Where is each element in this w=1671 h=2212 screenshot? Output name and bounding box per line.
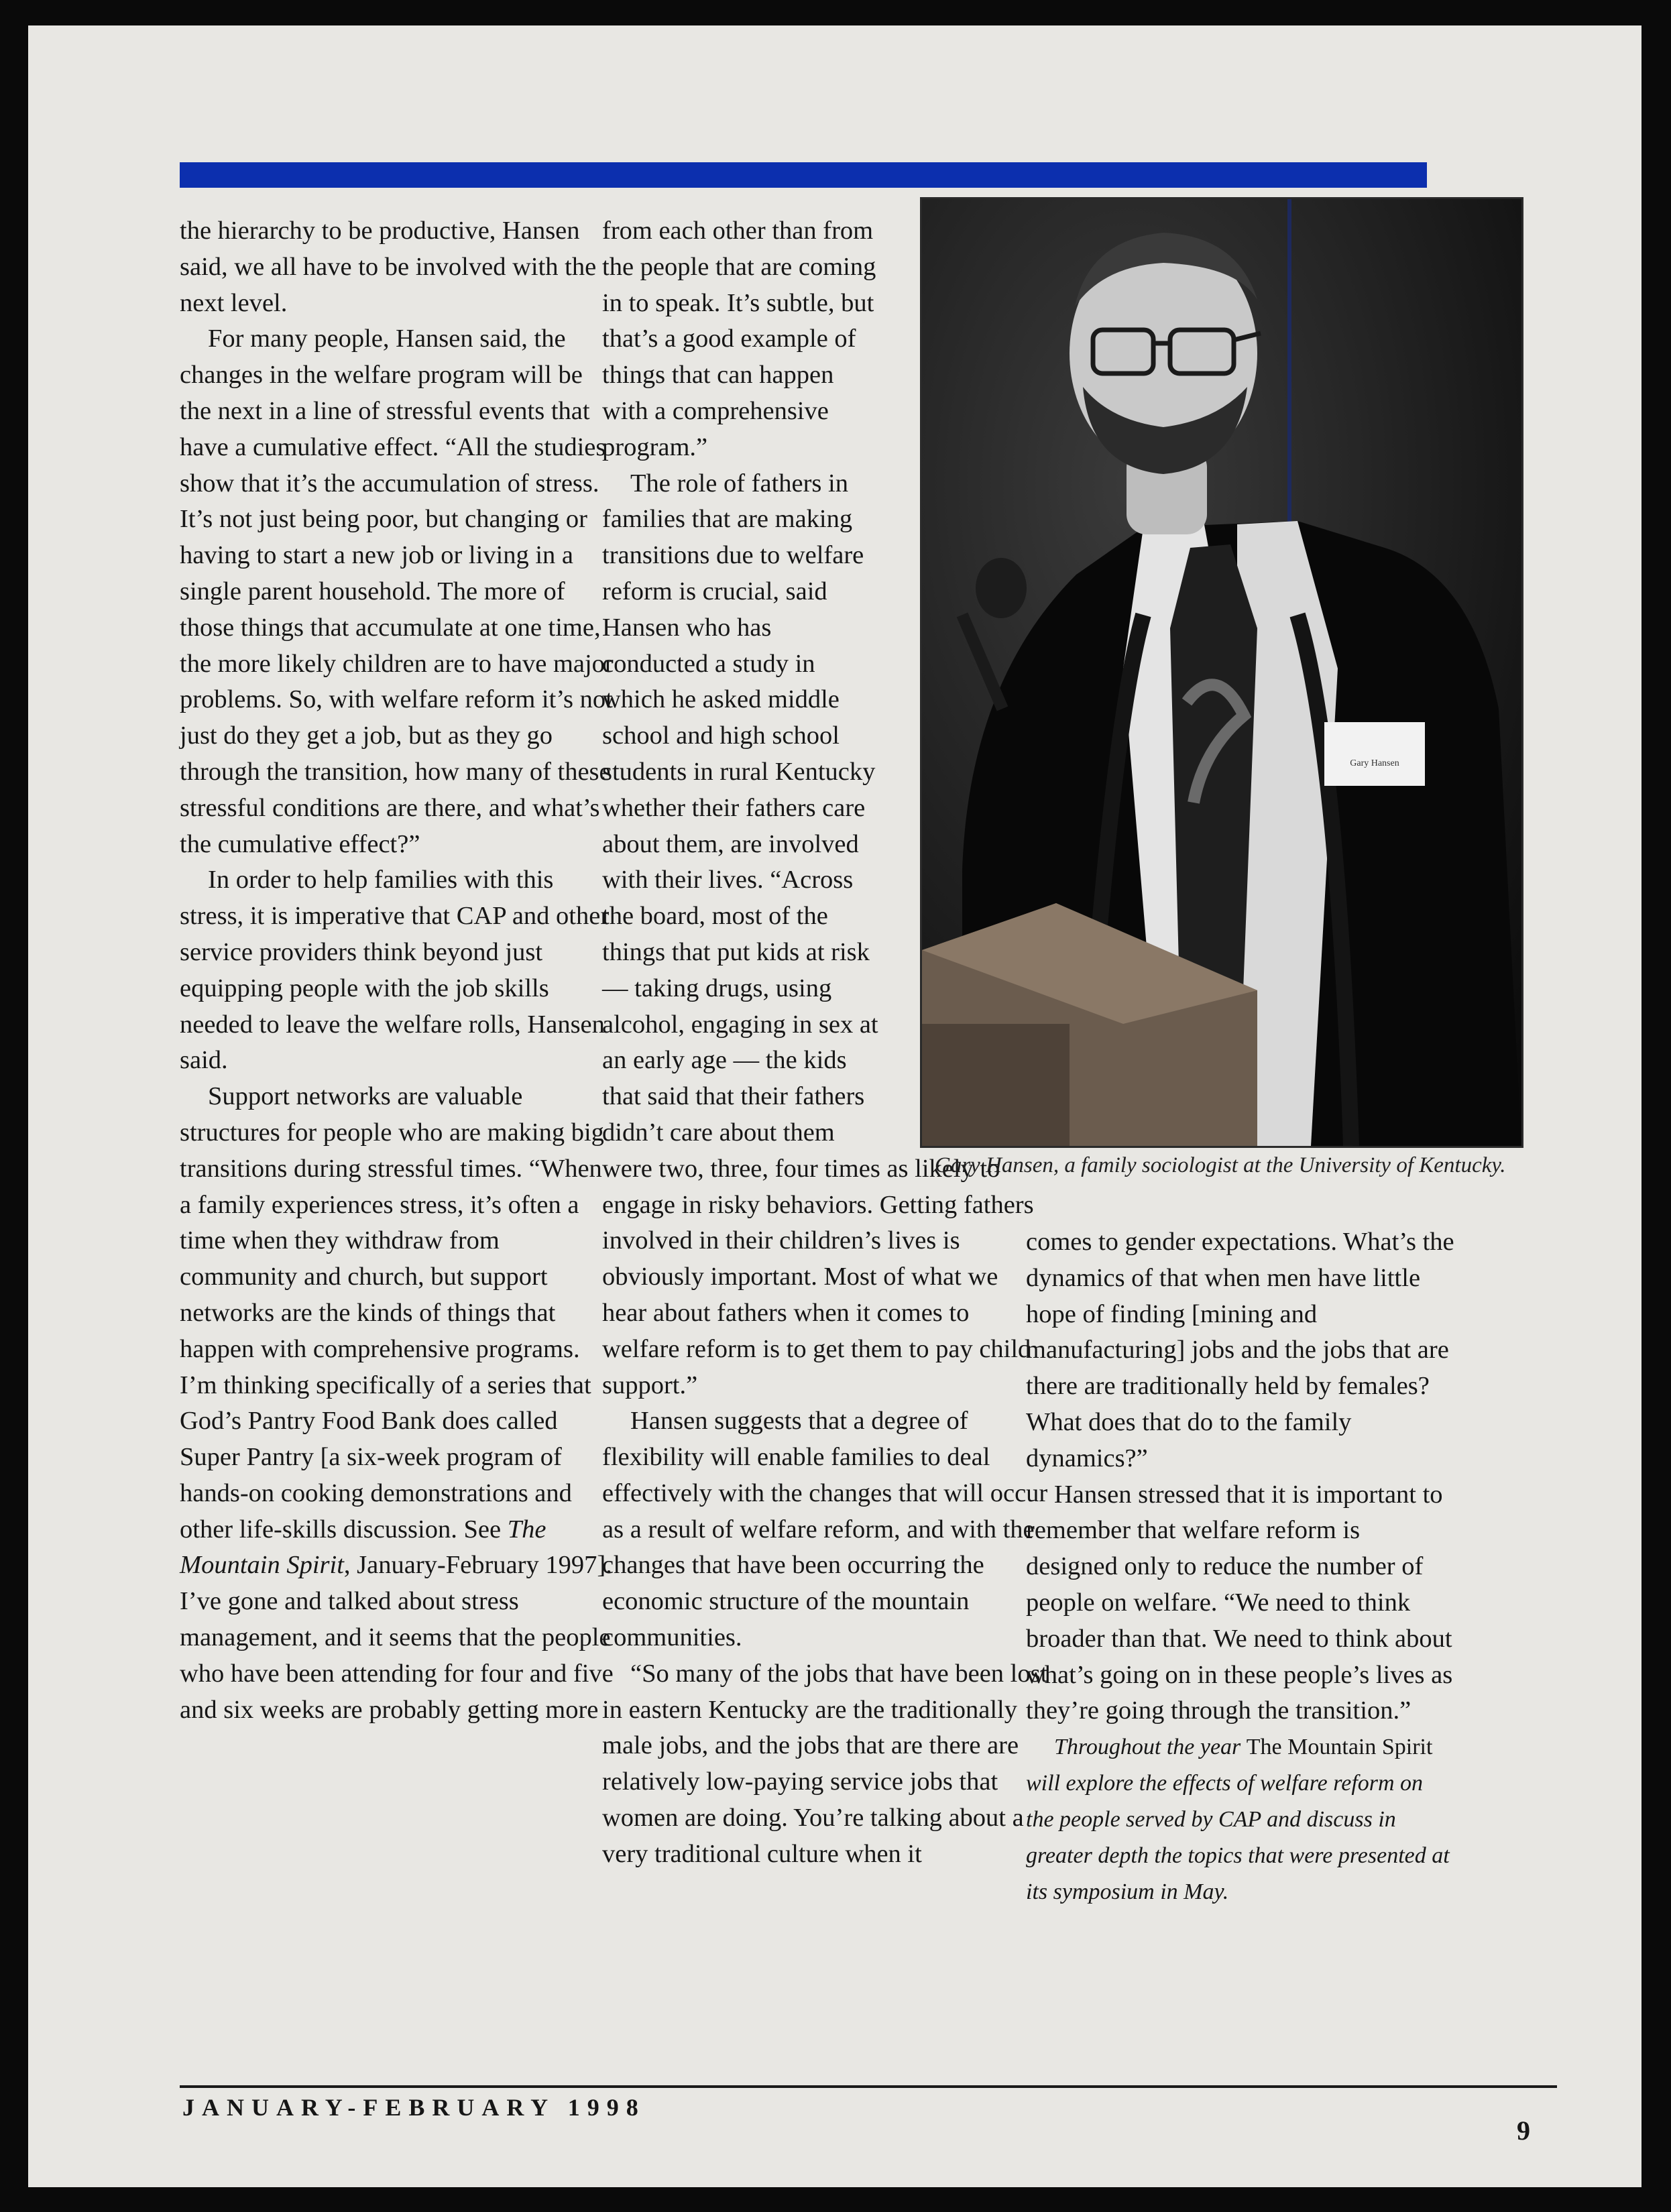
paragraph: The role of fathers in families that are making transitions due to welfare reform is crucial, said Hansen who has conducted a study in which he asked middle school and high school students in rural Kentucky whether their fathers care about them, are involved with their lives. “Across the board, most of the things that put kids at risk — taking drugs, using alcohol, engaging in sex at an early age — the kids that said that their fathers didn’t care about them [602, 469, 878, 1147]
speaker-photo [920, 197, 1523, 1148]
paragraph: For many people, Hansen said, the changes in the welfare program will be the next in a line of stressful events that have a cumulative effect. “All the studies show that it’s the accumulation of stress. It’s not just being poor, but changing or having to start a new job or living in a single parent household. The more of those things that accumulate at one time, the more likely children are to have major problems. So, with welfare reform it’s not just do they get a job, but as they go through the transition, how many of these stressful conditions are there, and what’s the cumulative effect?” [180, 325, 614, 858]
article-column-1 [180, 213, 619, 1728]
closing-note: Throughout the year The Mountain Spirit will explore the effects of welfare reform on the people served by CAP and discuss in greater depth the topics that were presented at its symposium in May. [1026, 1735, 1450, 1905]
paragraph: comes to gender expectations. What’s the dynamics of that when men have little hope of finding [mining and manufacturing] jobs and the jobs that are there are traditionally held by females? What does that do to the family dynamics?” [1026, 1228, 1454, 1472]
page-number: 9 [1517, 2115, 1530, 2146]
magazine-page [28, 25, 1641, 2187]
issue-date: JANUARY-FEBRUARY 1998 [182, 2094, 646, 2121]
header-color-bar [180, 162, 1427, 188]
footer-rule [180, 2085, 1557, 2088]
paragraph: the hierarchy to be productive, Hansen said, we all have to be involved with the next level. [180, 217, 597, 317]
article-column-3 [1026, 1224, 1455, 1910]
name-badge [1324, 722, 1425, 786]
paragraph: Hansen stressed that it is important to remember that welfare reform is designed only to reduce the number of people on welfare. “We need to think broader than that. We need to think about what’s going on in these people’s lives as they’re going through the transition.” [1026, 1480, 1453, 1725]
paragraph: from each other than from the people that are coming in to speak. It’s subtle, but that’s a good example of things that can happen with a comprehensive program.” [602, 217, 876, 461]
paragraph: were two, three, four times as likely to engage in risky behaviors. Getting fathers involved in their children’s lives is obviously important. Most of what we hear about fathers when it comes to welfare reform is to get them to pay child support.” [602, 1154, 1034, 1399]
badge-name-text: Gary Hansen [1350, 758, 1399, 768]
photo-caption: Gary Hansen, a family sociologist at the University of Kentucky. [935, 1153, 1506, 1177]
paragraph: Hansen suggests that a degree of flexibility will enable families to deal effectively with the changes that will occur as a result of welfare reform, and with the changes that have been occurring the economic structure of the mountain communities. [602, 1407, 1048, 1652]
microphone-icon [976, 558, 1027, 618]
publication-title: The Mountain Spirit [180, 1515, 546, 1580]
speaker-at-podium-image [922, 199, 1521, 1146]
narrow-text-beside-photo [602, 213, 884, 1151]
paragraph: Support networks are valuable structures for people who are making big transitions during stressful times. “When a family experiences stress, it’s often a time when they withdraw from community and church, but support networks are the kinds of things that happen with comprehensive programs. I’m thinking specifically of a series that God’s Pantry Food Bank does called Super Pantry [a six-week program of hands-on cooking demonstrations and other life-skills discussion. See The Mountain Spirit, January-February 1997]. I’ve gone and talked about stress management, and it seems that the people who have been attending for four and five and six weeks are probably getting more [180, 1082, 614, 1724]
publication-title: The Mountain Spirit [1246, 1735, 1433, 1760]
paragraph: “So many of the jobs that have been lost in eastern Kentucky are the traditionally male jobs, and the jobs that are there are relatively low-paying service jobs that women are doing. You’re talking about a very traditional culture when it [602, 1659, 1048, 1868]
paragraph: In order to help families with this stress, it is imperative that CAP and other service providers think beyond just equipping people with the job skills needed to leave the welfare rolls, Hansen said. [180, 866, 610, 1075]
